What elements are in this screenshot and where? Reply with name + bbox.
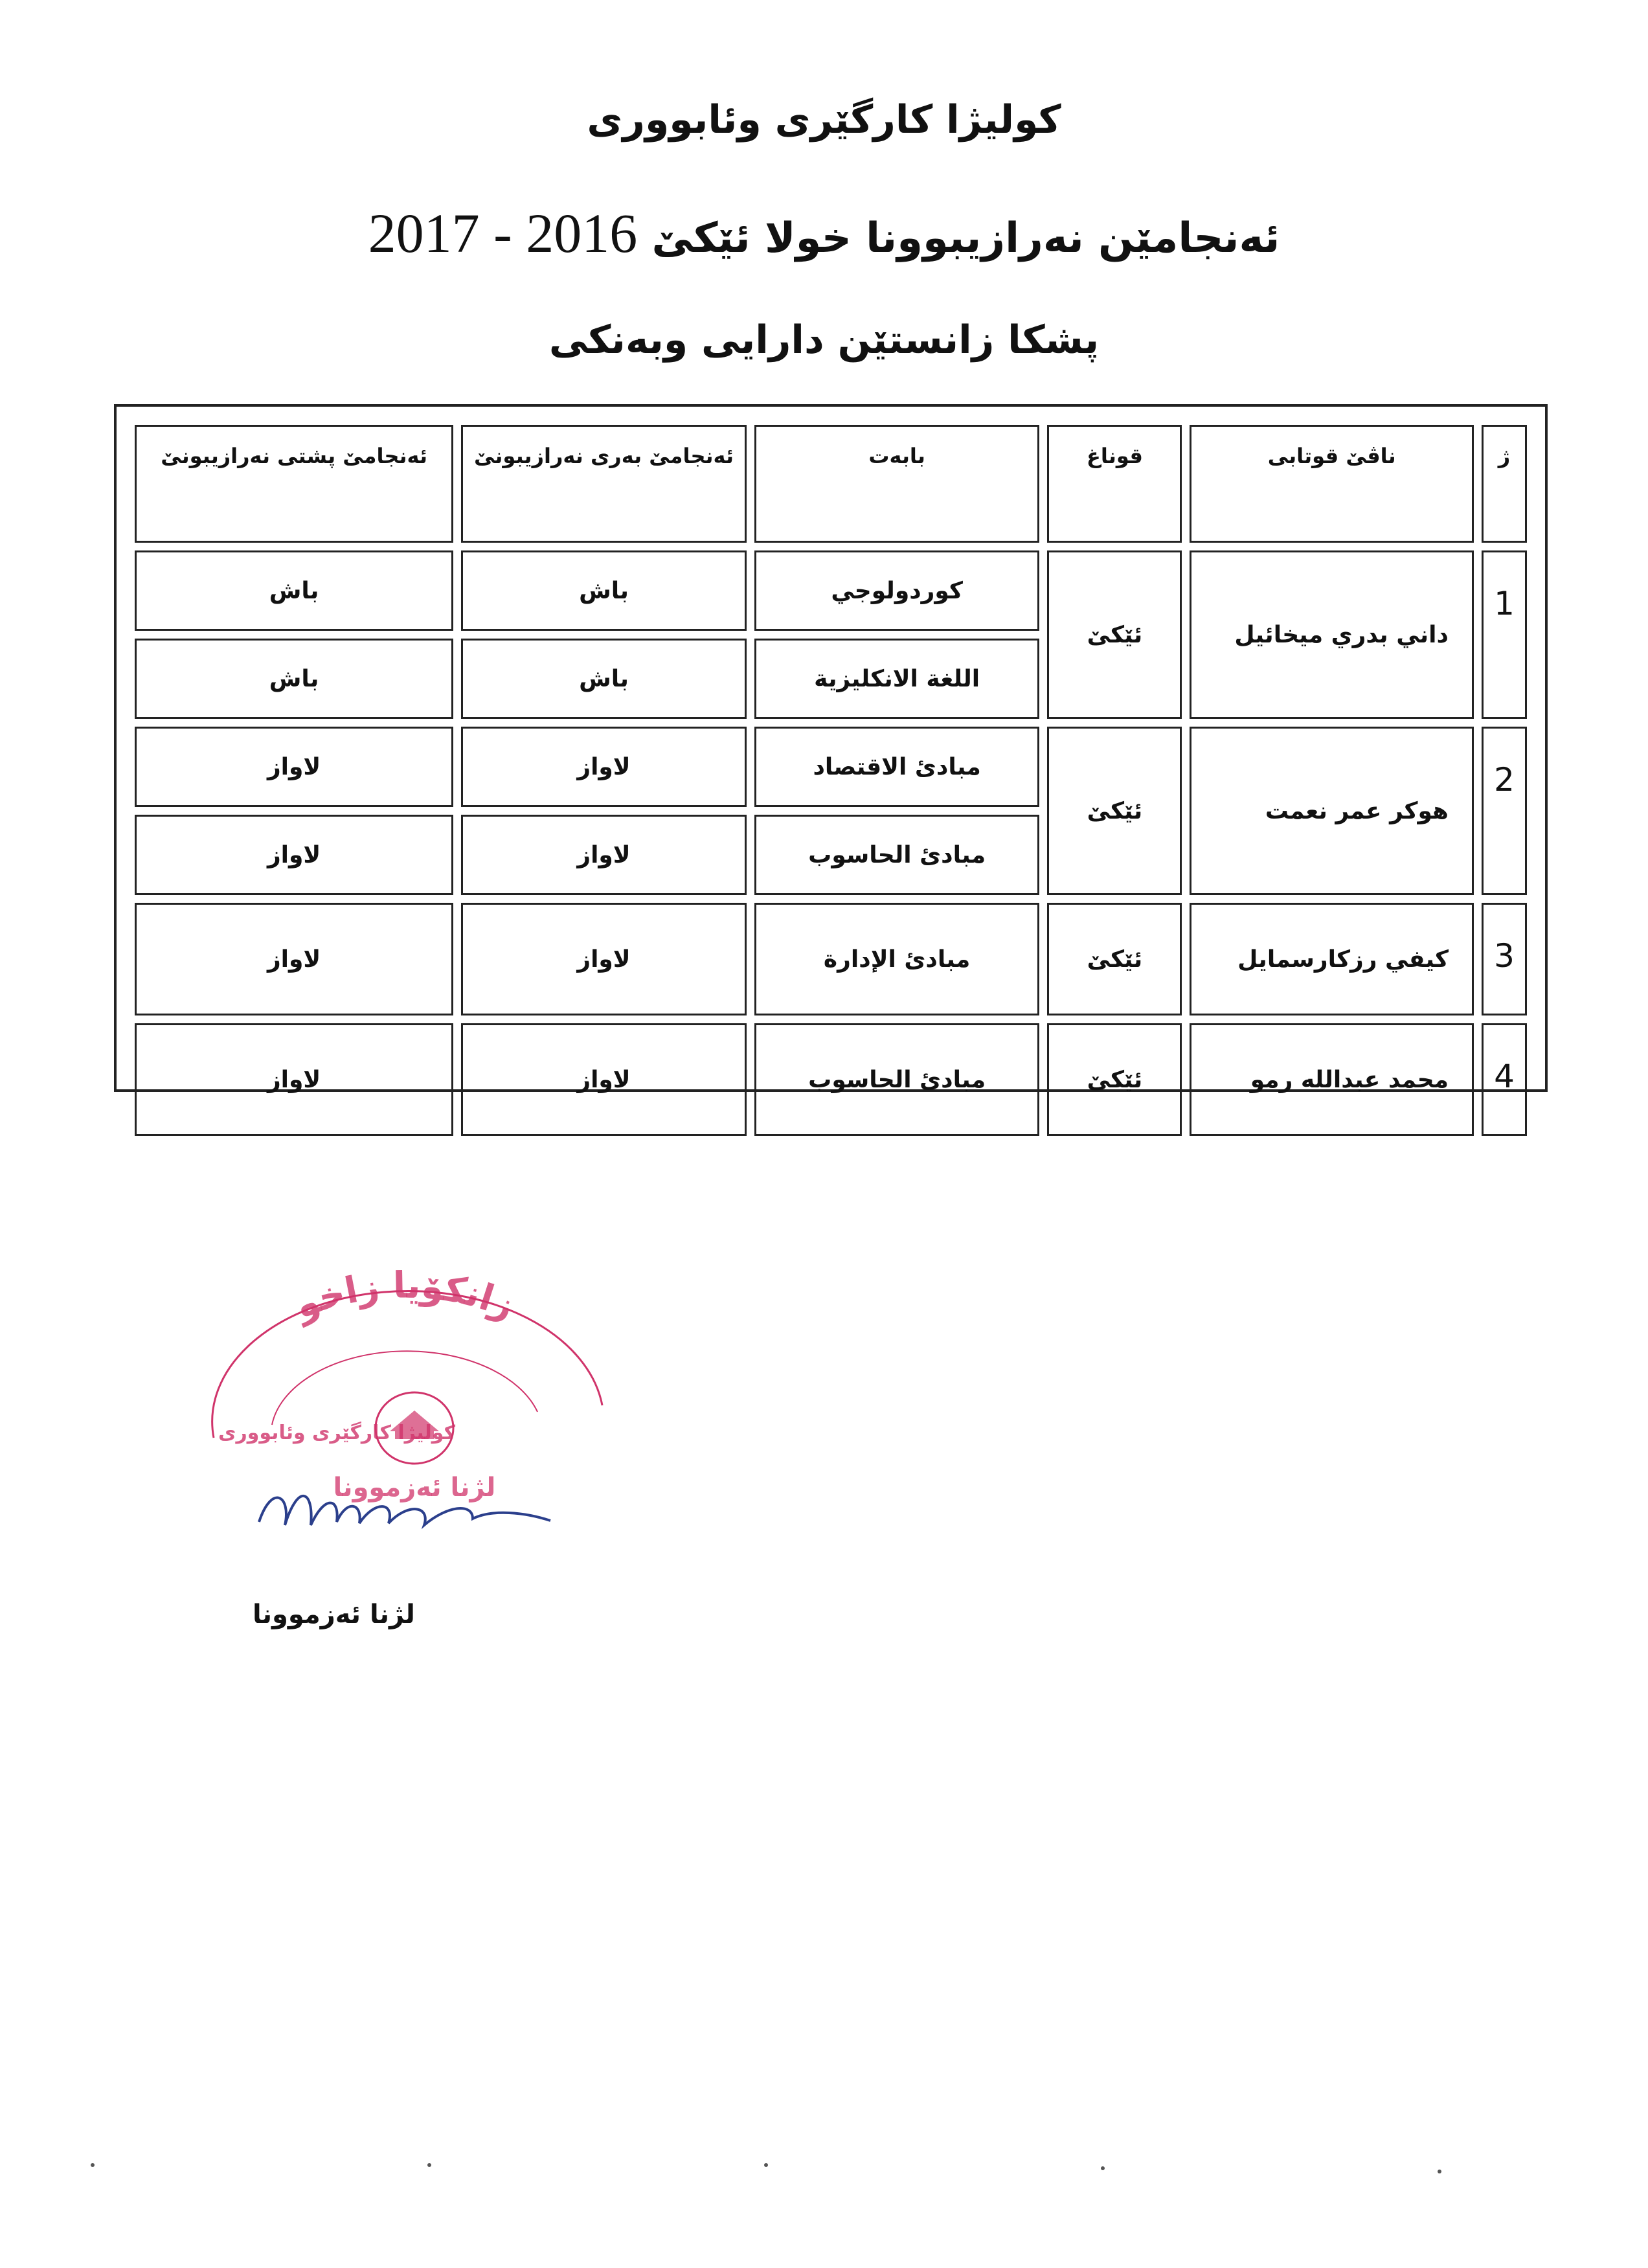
student-name: هوكر عمر نعمت — [1190, 727, 1474, 895]
col-header-index: ژ — [1482, 425, 1527, 543]
result-before: لاواز — [461, 1023, 747, 1136]
subject: مبادئ الحاسوب — [754, 815, 1040, 895]
result-after: باش — [135, 550, 453, 631]
result-after: لاواز — [135, 903, 453, 1015]
table-row — [135, 727, 1527, 807]
scan-dot — [764, 2163, 768, 2167]
stamp-inner-arc — [272, 1351, 537, 1425]
scan-dot — [91, 2163, 95, 2167]
scan-dot — [1438, 2170, 1441, 2173]
exam-title: ئەنجامێن نەرازيبوونا خولا ئێكێ — [651, 214, 1280, 262]
academic-year: 2017 - 2016 — [368, 202, 638, 264]
col-header-before-appeal: ئەنجامێ بەرى نەرازيبونێ — [461, 425, 747, 543]
col-header-subject: بابەت — [754, 425, 1040, 543]
stage: ئێكێ — [1047, 727, 1182, 895]
stamp-outer-arc — [212, 1291, 602, 1438]
table-header-row — [135, 425, 1527, 543]
results-table — [127, 417, 1535, 1144]
table-row — [135, 903, 1527, 1015]
col-header-stage: قوناغ — [1047, 425, 1182, 543]
exam-title-line — [0, 201, 1648, 266]
result-after: لاواز — [135, 1023, 453, 1136]
row-index: 3 — [1482, 903, 1527, 1015]
result-before: باش — [461, 639, 747, 719]
stage: ئێكێ — [1047, 1023, 1182, 1136]
official-stamp — [201, 1269, 622, 1554]
scan-dot — [427, 2163, 431, 2167]
result-after: لاواز — [135, 727, 453, 807]
student-name: داني بدري ميخائيل — [1190, 550, 1474, 719]
table-row — [135, 550, 1527, 631]
row-index: 1 — [1482, 550, 1527, 719]
result-after: باش — [135, 639, 453, 719]
subject: مبادئ الاقتصاد — [754, 727, 1040, 807]
col-header-student-name: ناڤێ قوتابى — [1190, 425, 1474, 543]
stamp-university: زانكۆيا زاخو — [288, 1269, 521, 1328]
college-title: كوليژا كارگێرى وئابوورى — [587, 97, 1061, 142]
student-name: كيفي رزكارسمايل — [1190, 903, 1474, 1015]
subject: مبادئ الإدارة — [754, 903, 1040, 1015]
student-name: محمد عبدالله رمو — [1190, 1023, 1474, 1136]
stamp-college: كوليژا كارگێرى وئابوورى — [218, 1422, 456, 1444]
result-before: لاواز — [461, 727, 747, 807]
stamp-committee: لژنا ئەزموونا — [333, 1473, 496, 1503]
col-header-after-appeal: ئەنجامێ پشتى نەرازيبونێ — [135, 425, 453, 543]
results-table-frame — [114, 404, 1548, 1095]
subject: مبادئ الحاسوب — [754, 1023, 1040, 1136]
row-index: 2 — [1482, 727, 1527, 895]
stage: ئێكێ — [1047, 550, 1182, 719]
signature-caption: لژنا ئەزموونا — [253, 1600, 415, 1629]
row-index: 4 — [1482, 1023, 1527, 1136]
scan-dot — [1101, 2166, 1105, 2170]
result-before: لاواز — [461, 903, 747, 1015]
result-before: لاواز — [461, 815, 747, 895]
result-before: باش — [461, 550, 747, 631]
table-row — [135, 1023, 1527, 1136]
department-title: پشكا زانستێن دارايى وبەنكى — [548, 317, 1100, 363]
result-after: لاواز — [135, 815, 453, 895]
stage: ئێكێ — [1047, 903, 1182, 1015]
subject: اللغة الانكليزية — [754, 639, 1040, 719]
subject: كوردولوجي — [754, 550, 1040, 631]
